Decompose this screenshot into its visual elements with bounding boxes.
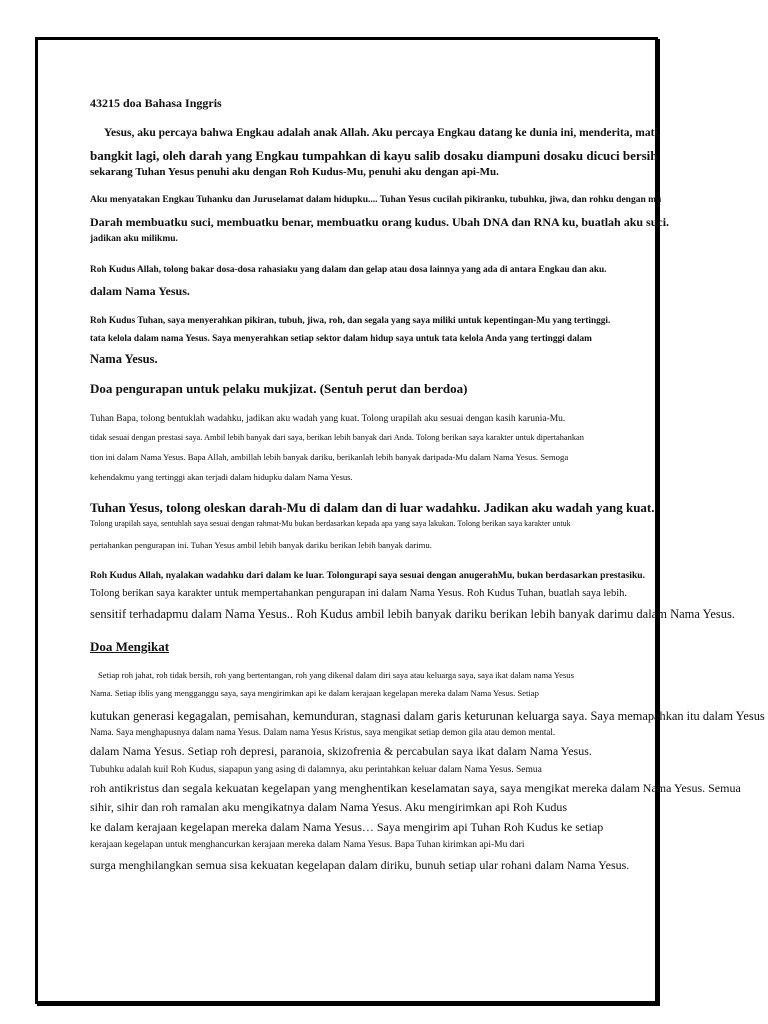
- paragraph-line: jadikan aku milikmu.: [90, 234, 178, 244]
- paragraph-line: Setiap roh jahat, roh tidak bersih, roh yang bertentangan, roh yang dikenal dalam diri saya atau keluarga saya, saya ikat dalam nama Yesus: [98, 670, 574, 680]
- paragraph-line: Tubuhku adalah kuil Roh Kudus, siapapun yang asing di dalamnya, aku perintahkan keluar dalam Nama Yesus. Semua: [90, 765, 542, 775]
- paragraph-line: Yesus, aku percaya bahwa Engkau adalah anak Allah. Aku percaya Engkau datang ke dunia ini, menderita, mati,: [104, 127, 661, 139]
- paragraph-line: Darah membuatku suci, membuatku benar, membuatku orang kudus. Ubah DNA dan RNA ku, buatlah aku suci.: [90, 215, 670, 229]
- paragraph-line: Nama. Saya menghapusnya dalam nama Yesus. Dalam nama Yesus Kristus, saya mengikat setiap demon gila atau demon mental.: [90, 727, 556, 737]
- paragraph-line: sensitif terhadapmu dalam Nama Yesus.. Roh Kudus ambil lebih banyak dariku berikan lebih banyak darimu dalam Nama Yesus.: [90, 607, 736, 621]
- paragraph-line: ke dalam kerajaan kegelapan mereka dalam Nama Yesus… Saya mengirim api Tuhan Roh Kudus ke setiap: [90, 820, 604, 834]
- paragraph-line: roh antikristus dan segala kekuatan kegelapan yang menghentikan keselamatan saya, saya mengikat mereka dalam Nama Yesus. Semua: [90, 781, 741, 795]
- paragraph-line: Nama. Setiap iblis yang mengganggu saya, saya mengirimkan api ke dalam kerajaan kegelapan mereka dalam Nama Yesus. Setiap: [90, 688, 539, 698]
- paragraph-line: Roh Kudus Allah, tolong bakar dosa-dosa rahasiaku yang dalam dan gelap atau dosa lainnya yang ada di antara Engkau dan aku.: [90, 265, 607, 275]
- paragraph-line: Tuhan Yesus, tolong oleskan darah-Mu di dalam dan di luar wadahku. Jadikan aku wadah yang kuat.: [90, 500, 655, 515]
- paragraph-line: tion ini dalam Nama Yesus. Bapa Allah, ambillah lebih banyak dariku, berikanlah lebih banyak daripada-Mu dalam Nama Yesus. Semoga: [90, 452, 569, 462]
- paragraph-line: sihir, sihir dan roh ramalan aku mengikatnya dalam Nama Yesus. Aku mengirimkan api Roh Kudus: [90, 800, 568, 814]
- section-heading: Doa Mengikat: [90, 639, 170, 654]
- paragraph-line: Aku menyatakan Engkau Tuhanku dan Juruselamat dalam hidupku.... Tuhan Yesus cucilah pikiranku, tubuhku, jiwa, dan rohku dengan mu: [90, 195, 662, 205]
- paragraph-line: tata kelola dalam nama Yesus. Saya menyerahkan setiap sektor dalam hidup saya untuk tata kelola Anda yang tertinggi dalam: [90, 334, 592, 344]
- paragraph-line: pertahankan pengurapan ini. Tuhan Yesus ambil lebih banyak dariku berikan lebih banyak darimu.: [90, 540, 432, 550]
- paragraph-line: Nama Yesus.: [90, 352, 158, 366]
- paragraph-line: Tuhan Bapa, tolong bentuklah wadahku, jadikan aku wadah yang kuat. Tolong urapilah aku sesuai dengan kasih karunia-Mu.: [90, 414, 566, 424]
- paragraph-line: sekarang Tuhan Yesus penuhi aku dengan Roh Kudus-Mu, penuhi aku dengan api-Mu.: [90, 166, 499, 178]
- paragraph-line: surga menghilangkan semua sisa kekuatan kegelapan dalam diriku, bunuh setiap ular rohani dalam Nama Yesus.: [90, 858, 630, 872]
- paragraph-line: Roh Kudus Tuhan, saya menyerahkan pikiran, tubuh, jiwa, roh, dan segala yang saya miliki untuk kepentingan-Mu yang tertinggi.: [90, 316, 611, 326]
- paragraph-line: Roh Kudus Allah, nyalakan wadahku dari dalam ke luar. Tolongurapi saya sesuai dengan anugerahMu, bukan berdasarkan prestasiku.: [90, 570, 646, 581]
- section-heading: Doa pengurapan untuk pelaku mukjizat. (Sentuh perut dan berdoa): [90, 381, 468, 396]
- paragraph-line: dalam Nama Yesus.: [90, 284, 190, 298]
- paragraph-line: kehendakmu yang tertinggi akan terjadi dalam hidupku dalam Nama Yesus.: [90, 472, 353, 482]
- document-title: 43215 doa Bahasa Inggris: [90, 96, 222, 110]
- paragraph-line: Tolong berikan saya karakter untuk mempertahankan pengurapan ini dalam Nama Yesus. Roh Kudus Tuhan, buatlah saya lebih.: [90, 588, 627, 599]
- paragraph-line: Tolong urapilah saya, sentuhlah saya sesuai dengan rahmat-Mu bukan berdasarkan kepada apa yang saya lakukan. Tolong berikan saya karakter untuk: [90, 519, 571, 528]
- paragraph-line: tidak sesuai dengan prestasi saya. Ambil lebih banyak dari saya, berikan lebih banyak dari Anda. Tolong berikan saya karakter untuk dipertahankan: [90, 433, 584, 442]
- paragraph-line: bangkit lagi, oleh darah yang Engkau tumpahkan di kayu salib dosaku diampuni dosaku dicuci bersih: [90, 148, 658, 163]
- paragraph-line: dalam Nama Yesus. Setiap roh depresi, paranoia, skizofrenia & percabulan saya ikat dalam Nama Yesus.: [90, 744, 592, 758]
- paragraph-line: kutukan generasi kegagalan, pemisahan, kemunduran, stagnasi dalam garis keturunan keluarga saya. Saya memapahkan itu dalam Yesus: [90, 709, 765, 723]
- paragraph-line: kerajaan kegelapan untuk menghancurkan kerajaan mereka dalam Nama Yesus. Bapa Tuhan kirimkan api-Mu dari: [90, 840, 525, 850]
